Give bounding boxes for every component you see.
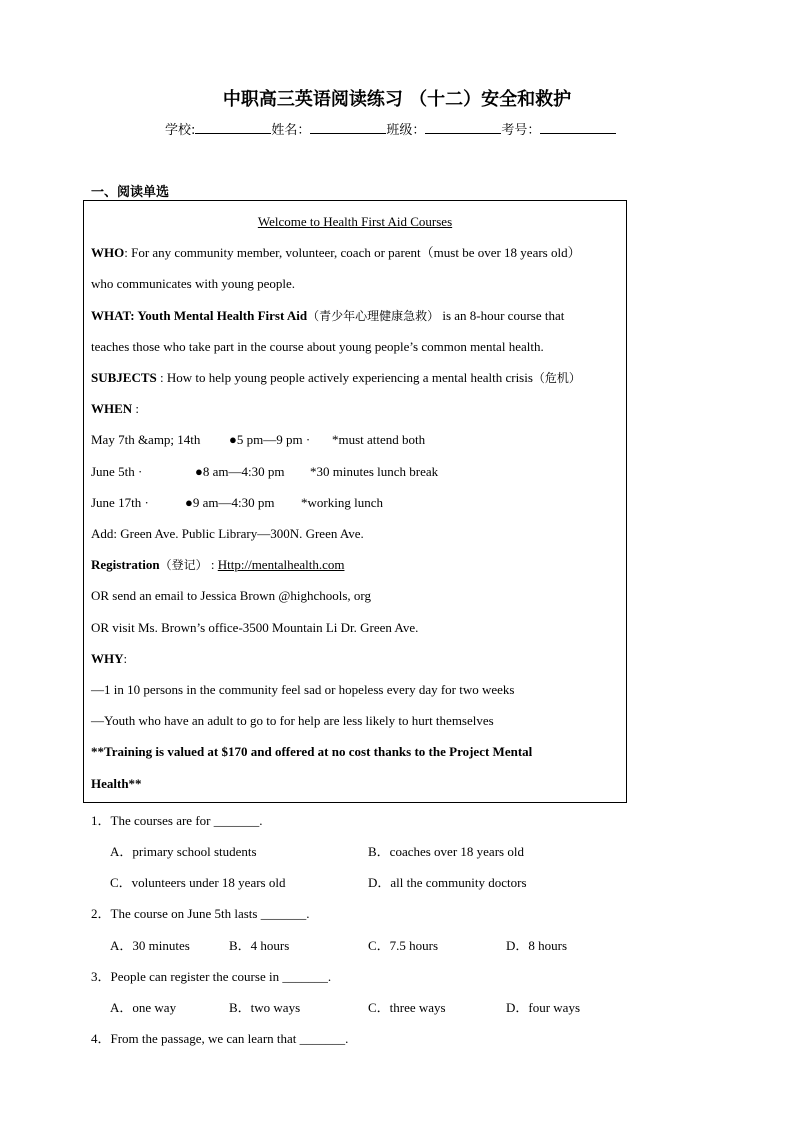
what-text-1: is an 8-hour course that xyxy=(439,308,565,323)
schedule-time: ●5 pm—9 pm · xyxy=(229,432,311,447)
passage-heading: Welcome to Health First Aid Courses xyxy=(257,214,453,229)
when-colon: : xyxy=(132,401,140,416)
question-3-option-c[interactable]: C．three ways xyxy=(368,1000,446,1015)
name-label: 姓名： xyxy=(271,123,311,138)
training-note-2: Health** xyxy=(91,776,142,791)
question-1-option-c[interactable]: C．volunteers under 18 years old xyxy=(110,875,286,890)
address-line: Add: Green Ave. Public Library—300N. Green Ave. xyxy=(91,526,364,541)
school-blank[interactable] xyxy=(195,122,271,134)
who-line xyxy=(91,245,581,261)
schedule-note: *30 minutes lunch break xyxy=(310,464,439,479)
training-note-1: **Training is valued at $170 and offered at no cost thanks to the Project Mental xyxy=(91,744,533,759)
school-label: 学校: xyxy=(165,123,196,138)
question-3-option-b[interactable]: B．two ways xyxy=(229,1000,301,1015)
question-2-option-b[interactable]: B．4 hours xyxy=(229,938,290,953)
question-2-option-a[interactable]: A．30 minutes xyxy=(110,938,190,953)
registration-label: Registration xyxy=(91,557,160,572)
what-line xyxy=(91,308,564,324)
question-1-stem: 1．The courses are for _______. xyxy=(91,813,263,828)
section-title: 一、阅读单选 xyxy=(91,185,170,200)
why-label: WHY xyxy=(91,651,124,666)
schedule-note: *must attend both xyxy=(332,432,426,447)
student-info-line xyxy=(165,119,616,138)
subjects-text: : How to help young people actively experiencing a mental health crisis xyxy=(156,370,533,385)
schedule-time: ●8 am—4:30 pm xyxy=(195,464,285,479)
who-text-2: who communicates with young people. xyxy=(91,276,295,291)
question-3-option-d[interactable]: D．four ways xyxy=(506,1000,581,1015)
question-1-option-b[interactable]: B．coaches over 18 years old xyxy=(368,844,524,859)
visit-line: OR visit Ms. Brown’s office-3500 Mountain Li Dr. Green Ave. xyxy=(91,620,419,635)
question-1-option-a[interactable]: A．primary school students xyxy=(110,844,257,859)
when-label: WHEN xyxy=(91,401,133,416)
subjects-label: SUBJECTS xyxy=(91,370,157,385)
who-label: WHO xyxy=(91,245,125,260)
registration-line xyxy=(91,557,344,573)
class-blank[interactable] xyxy=(425,122,501,134)
why-reason-1: —1 in 10 persons in the community feel sad or hopeless every day for two weeks xyxy=(91,682,515,697)
why-line xyxy=(91,651,127,667)
class-label: 班级： xyxy=(386,123,426,138)
question-2-option-d[interactable]: D．8 hours xyxy=(506,938,568,953)
subjects-cn: （危机） xyxy=(532,371,581,385)
question-3-stem: 3．People can register the course in _______. xyxy=(91,969,332,984)
question-4-stem: 4．From the passage, we can learn that _______. xyxy=(91,1031,349,1046)
schedule-date: June 17th · xyxy=(91,495,149,510)
schedule-time: ●9 am—4:30 pm xyxy=(185,495,275,510)
question-1-option-d[interactable]: D．all the community doctors xyxy=(368,875,527,890)
registration-cn: （登记） xyxy=(159,558,208,572)
schedule-date: May 7th &amp; 14th xyxy=(91,432,201,447)
page-title: 中职高三英语阅读练习 （十二）安全和救护 xyxy=(222,89,572,110)
name-blank[interactable] xyxy=(310,122,386,134)
schedule-date: June 5th · xyxy=(91,464,143,479)
subjects-line xyxy=(91,370,581,386)
question-2-stem: 2．The course on June 5th lasts _______. xyxy=(91,906,310,921)
email-line: OR send an email to Jessica Brown @highchools, org xyxy=(91,588,372,603)
registration-link[interactable]: Http://mentalhealth.com xyxy=(217,557,345,572)
what-cn: （青少年心理健康急救） xyxy=(307,309,440,323)
why-colon: : xyxy=(123,651,128,666)
what-text-2: teaches those who take part in the course about young people’s common mental health. xyxy=(91,339,544,354)
why-reason-2: —Youth who have an adult to go to for help are less likely to hurt themselves xyxy=(91,713,494,728)
who-text-1: : For any community member, volunteer, coach or parent（must be over 18 years old） xyxy=(124,245,581,260)
question-3-option-a[interactable]: A．one way xyxy=(110,1000,177,1015)
registration-sep: : xyxy=(207,557,218,572)
when-line xyxy=(91,401,139,417)
schedule-note: *working lunch xyxy=(301,495,383,510)
what-label: WHAT: Youth Mental Health First Aid xyxy=(91,308,308,323)
exam-no-blank[interactable] xyxy=(540,122,616,134)
question-2-option-c[interactable]: C．7.5 hours xyxy=(368,938,439,953)
exam-no-label: 考号： xyxy=(501,123,541,138)
